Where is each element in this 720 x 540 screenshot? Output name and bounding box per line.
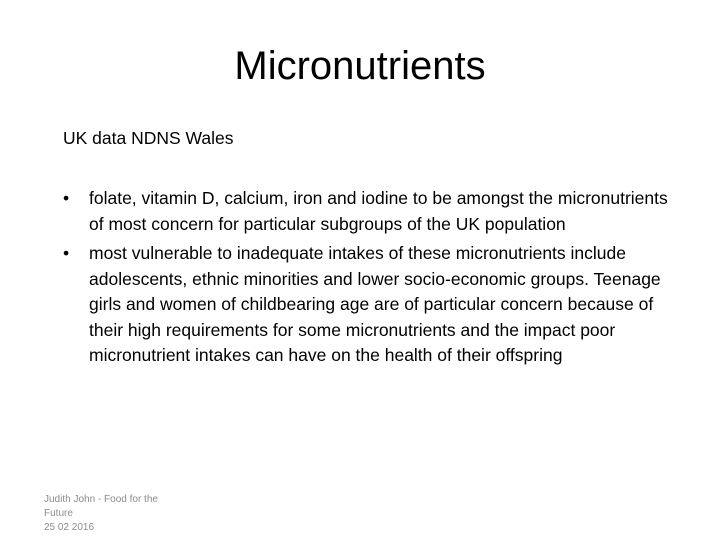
bullet-list bbox=[63, 186, 673, 373]
bullet-text-1: folate, vitamin D, calcium, iron and iodine to be amongst the micronutrients of most concern for particular subgroups of the UK population bbox=[89, 188, 668, 234]
bullet-text-2: most vulnerable to inadequate intakes of these micronutrients include adolescents, ethnic minorities and lower socio-economic groups. Teenage girls and women of childbearing age are of particular concern because of their high requirements for some micronutrients and the impact poor micronutrient intakes can have on the health of their offspring bbox=[89, 243, 661, 365]
bullet-icon: • bbox=[63, 188, 70, 208]
bullet-item-1 bbox=[63, 186, 673, 237]
bullet-icon: • bbox=[63, 243, 70, 263]
footer-date: 25 02 2016 bbox=[44, 522, 95, 533]
footer-author: Judith John - Food for the Future bbox=[44, 494, 158, 519]
slide-footer bbox=[44, 493, 184, 535]
bullet-item-2 bbox=[63, 241, 673, 369]
slide-title: Micronutrients bbox=[234, 44, 486, 88]
slide-subtitle: UK data NDNS Wales bbox=[63, 128, 234, 148]
